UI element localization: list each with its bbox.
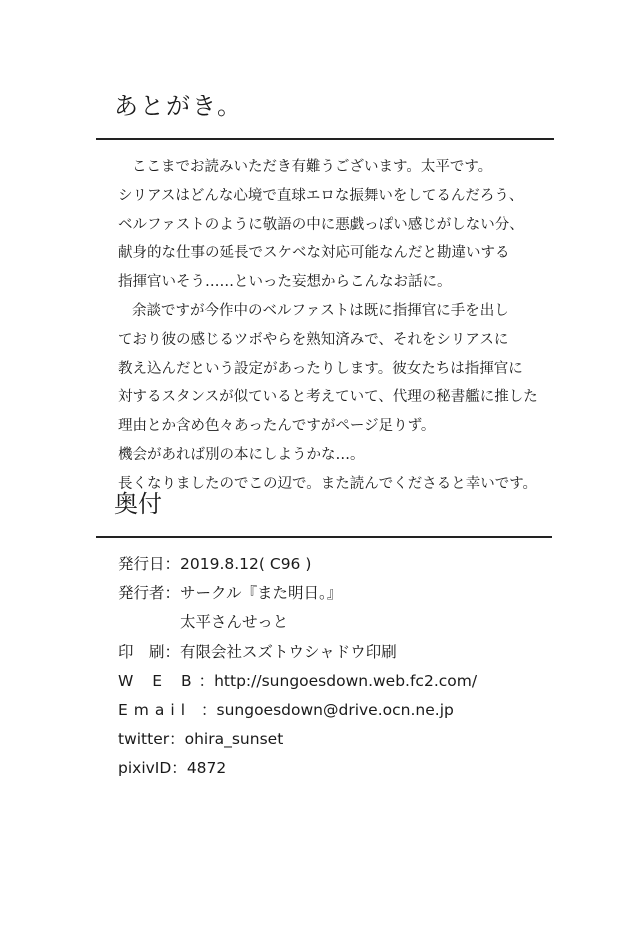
afterword-line: 対するスタンスが似ていると考えていて、代理の秘書艦に推した bbox=[118, 389, 538, 406]
colophon-heading: 奥付 bbox=[114, 490, 162, 518]
pixiv-id: 4872 bbox=[186, 759, 227, 778]
afterword-line: 余談ですが今作中のベルファストは既に指揮官に手を出し bbox=[132, 302, 509, 319]
publisher-label: 発行者： bbox=[118, 584, 181, 603]
afterword-line: 理由とか含め色々あったんですがページ足りず。 bbox=[118, 418, 436, 435]
colophon-divider bbox=[96, 536, 552, 538]
afterword-line: ここまでお読みいただき有難うございます。太平です。 bbox=[132, 159, 493, 175]
printing-label: 印 刷： bbox=[118, 642, 181, 661]
issue-date-label: 発行日： bbox=[118, 555, 181, 573]
colophon-row-issue-date bbox=[118, 550, 538, 579]
web-url: ：http://sungoesdown.web.fc2.com/ bbox=[198, 671, 478, 690]
heading-divider bbox=[96, 138, 554, 140]
email-label: Email bbox=[118, 701, 192, 720]
author-value: 太平さんせっと bbox=[180, 613, 289, 632]
colophon-row-email bbox=[118, 696, 538, 725]
printing-value: 有限会社スズトウシャドウ印刷 bbox=[180, 642, 397, 661]
colophon-list bbox=[118, 550, 538, 784]
email-address: ：sungoesdown@drive.ocn.ne.jp bbox=[201, 701, 454, 720]
colophon-row-author bbox=[118, 608, 538, 637]
colophon-row-printing bbox=[118, 638, 538, 667]
twitter-label: twitter： bbox=[118, 730, 185, 749]
colophon-row-pixiv bbox=[118, 754, 538, 783]
afterword-line: 機会があれば別の本にしようかな…。 bbox=[118, 446, 365, 463]
colophon-row-twitter bbox=[118, 725, 538, 754]
afterword-line: 教え込んだという設定があったりします。彼女たちは指揮官に bbox=[118, 360, 523, 377]
afterword-line: ベルファストのように敬語の中に悪戯っぽい感じがしない分、 bbox=[118, 216, 524, 233]
afterword-line: 指揮官いそう……といった妄想からこんなお話に。 bbox=[118, 274, 452, 291]
afterword-body bbox=[118, 153, 548, 499]
pixiv-label: pixivID： bbox=[118, 759, 187, 778]
colophon-row-publisher bbox=[118, 579, 538, 608]
afterword-line: シリアスはどんな心境で直球エロな振舞いをしてるんだろう、 bbox=[118, 187, 524, 204]
afterword-line: ており彼の感じるツボやらを熟知済みで、それをシリアスに bbox=[118, 331, 509, 348]
afterword-line: 長くなりましたのでこの辺で。また読んでくださると幸いです。 bbox=[118, 475, 538, 492]
web-label: W E B bbox=[118, 671, 199, 690]
afterword-line: 献身的な仕事の延長でスケベな対応可能なんだと勘違いする bbox=[118, 245, 510, 262]
afterword-heading: あとがき。 bbox=[114, 92, 244, 120]
colophon-row-web bbox=[118, 667, 538, 696]
publisher-value: サークル『また明日。』 bbox=[180, 584, 343, 603]
issue-date-value: 2019.8.12( C96 ) bbox=[180, 555, 312, 573]
twitter-handle: ohira_sunset bbox=[184, 730, 284, 749]
